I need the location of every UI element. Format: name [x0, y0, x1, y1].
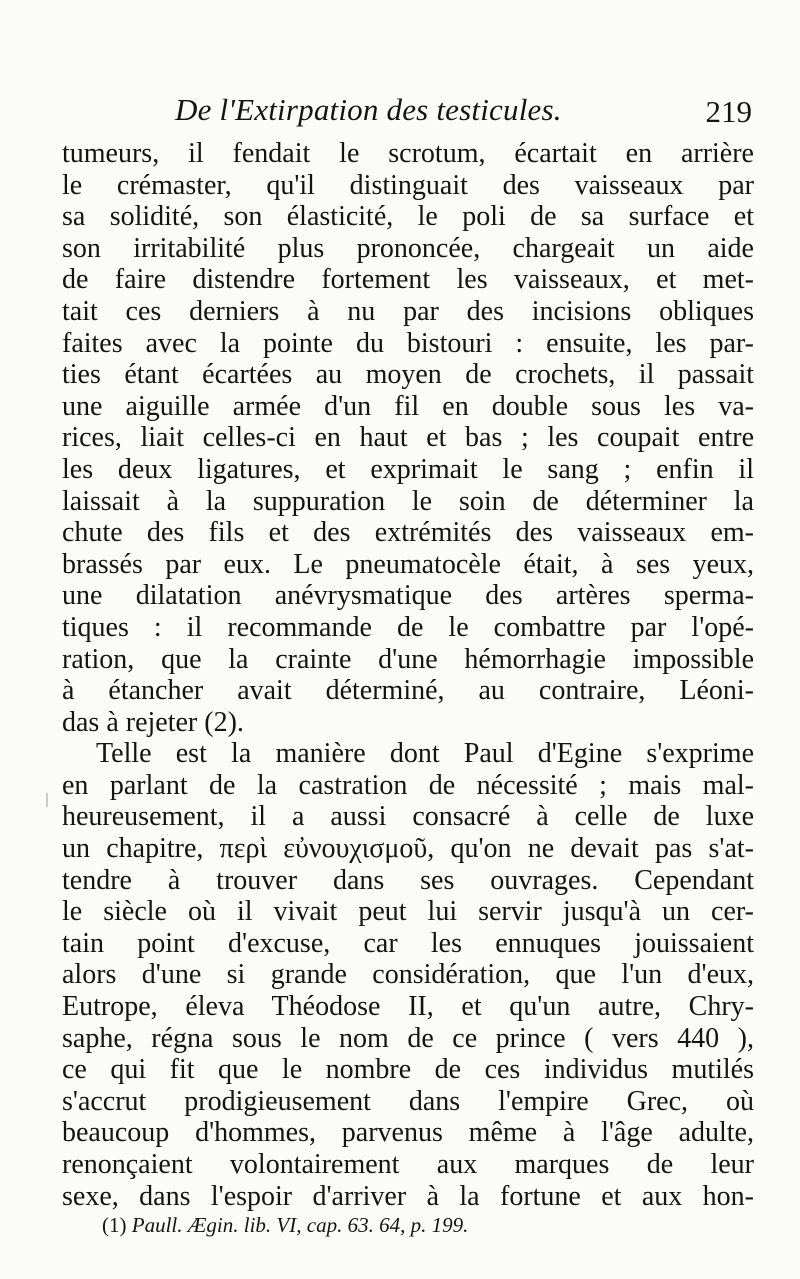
text-line: tiques : il recommande de le combattre par l'opé- [62, 611, 754, 643]
text-line: brassés par eux. Le pneumatocèle était, à ses yeux, [62, 548, 754, 580]
text-line: laissait à la suppuration le soin de déterminer la [62, 485, 754, 517]
text-line: en parlant de la castration de nécessité ; mais mal- [62, 769, 754, 801]
text-line: tain point d'excuse, car les ennuques jouissaient [62, 927, 754, 959]
text-line: ties étant écartées au moyen de crochets, il passait [62, 359, 754, 391]
paragraph-start-line: Telle est la manière dont Paul d'Egine s'exprime [96, 738, 754, 770]
footnote-text: Paull. Ægin. lib. VI, cap. 63. 64, p. 199. [131, 1213, 469, 1237]
text-line: ce qui fit que le nombre de ces individus mutilés [62, 1054, 754, 1086]
text-line: le crémaster, qu'il distinguait des vaisseaux par [62, 169, 754, 201]
text-line: le siècle où il vivait peut lui servir jusqu'à un cer- [62, 896, 754, 928]
text-line: rices, liait celles-ci en haut et bas ; les coupait entre [62, 422, 754, 454]
running-title: De l'Extirpation des testicules. [175, 92, 562, 127]
body-text [62, 138, 754, 1212]
scan-edge-mark [46, 793, 48, 807]
text-line: tait ces derniers à nu par des incisions obliques [62, 295, 754, 327]
text-line: alors d'une si grande considération, que l'un d'eux, [62, 959, 754, 991]
text-line: une dilatation anévrysmatique des artères sperma- [62, 580, 754, 612]
text-line: renonçaient volontairement aux marques de leur [62, 1149, 754, 1180]
text-line: tendre à trouver dans ses ouvrages. Cependant [62, 864, 754, 896]
text-line: saphe, régna sous le nom de ce prince ( vers 440 ), [62, 1022, 754, 1054]
text-line: beaucoup d'hommes, parvenus même à l'âge adulte, [62, 1117, 754, 1149]
text-line: son irritabilité plus prononcée, chargeait un aide [62, 232, 754, 264]
text-line: faites avec la pointe du bistouri : ensuite, les par- [62, 327, 754, 359]
text-line: Eutrope, éleva Théodose II, et qu'un autre, Chry- [62, 991, 754, 1023]
text-line: ration, que la crainte d'une hémorrhagie impossible [62, 643, 754, 675]
footnote-marker: (1) [102, 1213, 127, 1237]
text-line: heureusement, il a aussi consacré à celle de luxe [62, 801, 754, 833]
text-line: tumeurs, il fendait le scrotum, écartait en arrière [62, 138, 754, 169]
page-number: 219 [705, 94, 752, 129]
text-line: s'accrut prodigieusement dans l'empire Grec, où [62, 1085, 754, 1117]
text-line: sa solidité, son élasticité, le poli de sa surface et [62, 201, 754, 233]
text-line: de faire distendre fortement les vaisseaux, et met- [62, 264, 754, 296]
text-line: un chapitre, περὶ εὐνουχισμοῦ, qu'on ne devait pas s'at- [62, 833, 754, 865]
paragraph-end-line: das à rejeter (2). [62, 706, 244, 738]
text-line: chute des fils et des extrémités des vaisseaux em- [62, 517, 754, 549]
text-line: une aiguille armée d'un fil en double sous les va- [62, 390, 754, 422]
text-line: les deux ligatures, et exprimait le sang ; enfin il [62, 453, 754, 485]
text-line: à étancher avait déterminé, au contraire, Léoni- [62, 675, 754, 707]
page-header [0, 92, 800, 136]
text-line: sexe, dans l'espoir d'arriver à la fortune et aux hon- [62, 1180, 754, 1212]
footnote [102, 1213, 468, 1238]
